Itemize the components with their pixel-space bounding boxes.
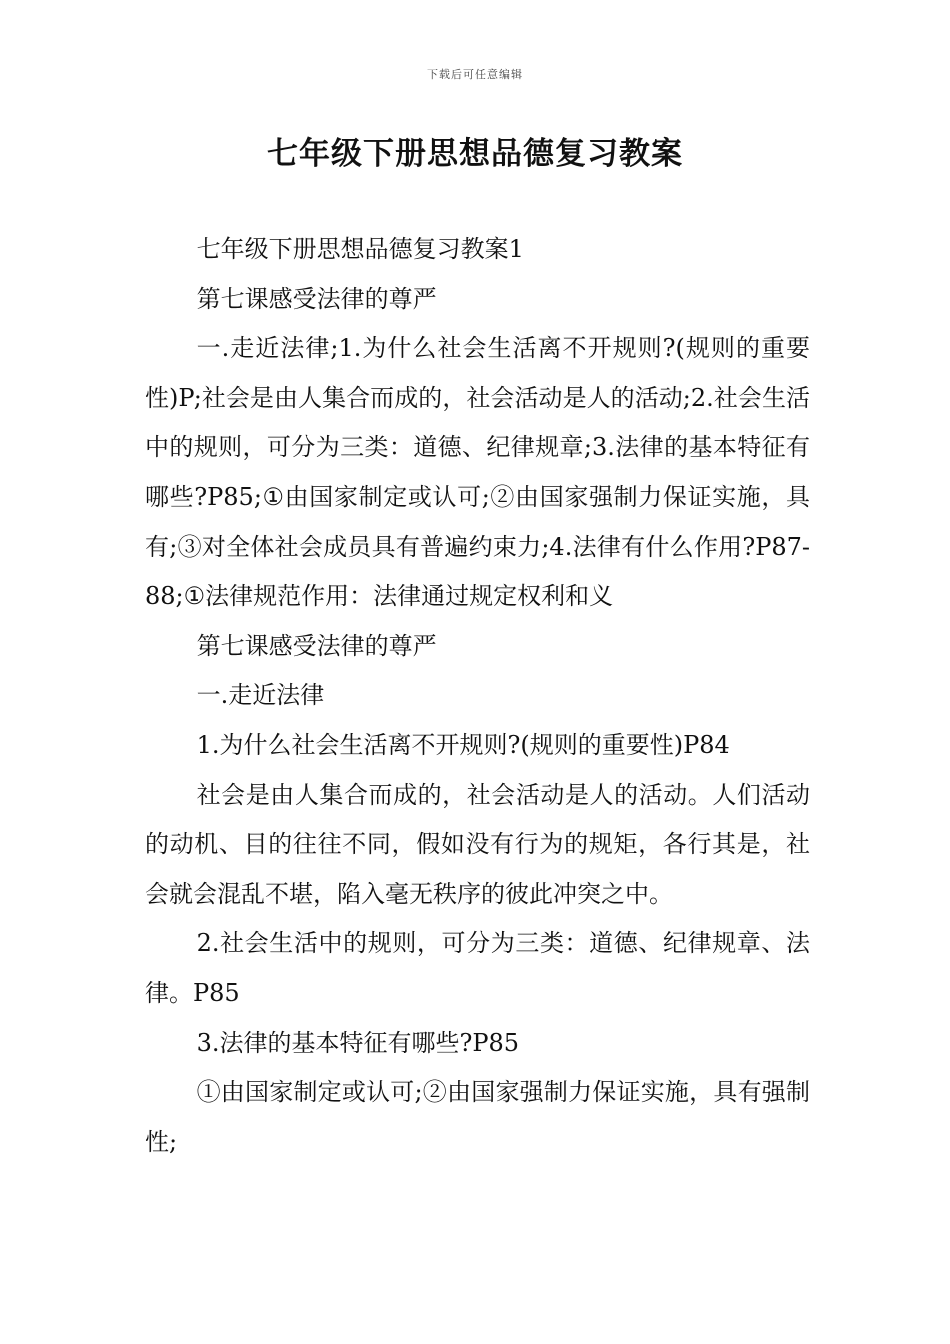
- document-body: [145, 225, 810, 1167]
- paragraph-answer-3: ①由国家制定或认可;②由国家强制力保证实施，具有强制性;: [145, 1078, 810, 1156]
- paragraph-summary: 一.走近法律;1.为什么社会生活离不开规则?(规则的重要性)P;社会是由人集合而成的，社会活动是人的活动;2.社会生活中的规则，可分为三类：道德、纪律规章;3.法律的基本特征有哪些?P85;①由国家制定或认可;②由国家强制力保证实施，具有;③对全体社会成员具有普遍约束力;4.法律有什么作用?P87-88;①法律规范作用：法律通过规定权利和义: [145, 334, 810, 611]
- header-note: 下载后可任意编辑: [427, 68, 523, 81]
- paragraph-question-1: 1.为什么社会生活离不开规则?(规则的重要性)P84: [196, 730, 730, 759]
- paragraph-answer-1: 社会是由人集合而成的，社会活动是人的活动。人们活动的动机、目的往往不同，假如没有行为的规矩，各行其是，社会就会混乱不堪，陷入毫无秩序的彼此冲突之中。: [145, 780, 810, 908]
- paragraph-section-heading: 一.走近法律: [196, 681, 325, 710]
- paragraph-question-3: 3.法律的基本特征有哪些?P85: [196, 1028, 520, 1057]
- document-title: 七年级下册思想品德复习教案: [267, 136, 683, 172]
- paragraph-subtitle: 七年级下册思想品德复习教案1: [196, 235, 524, 263]
- paragraph-lesson-heading-repeat: 第七课感受法律的尊严: [196, 631, 437, 660]
- paragraph-question-2: 2.社会生活中的规则，可分为三类：道德、纪律规章、法律。P85: [145, 929, 810, 1007]
- paragraph-lesson-heading: 第七课感受法律的尊严: [196, 284, 437, 313]
